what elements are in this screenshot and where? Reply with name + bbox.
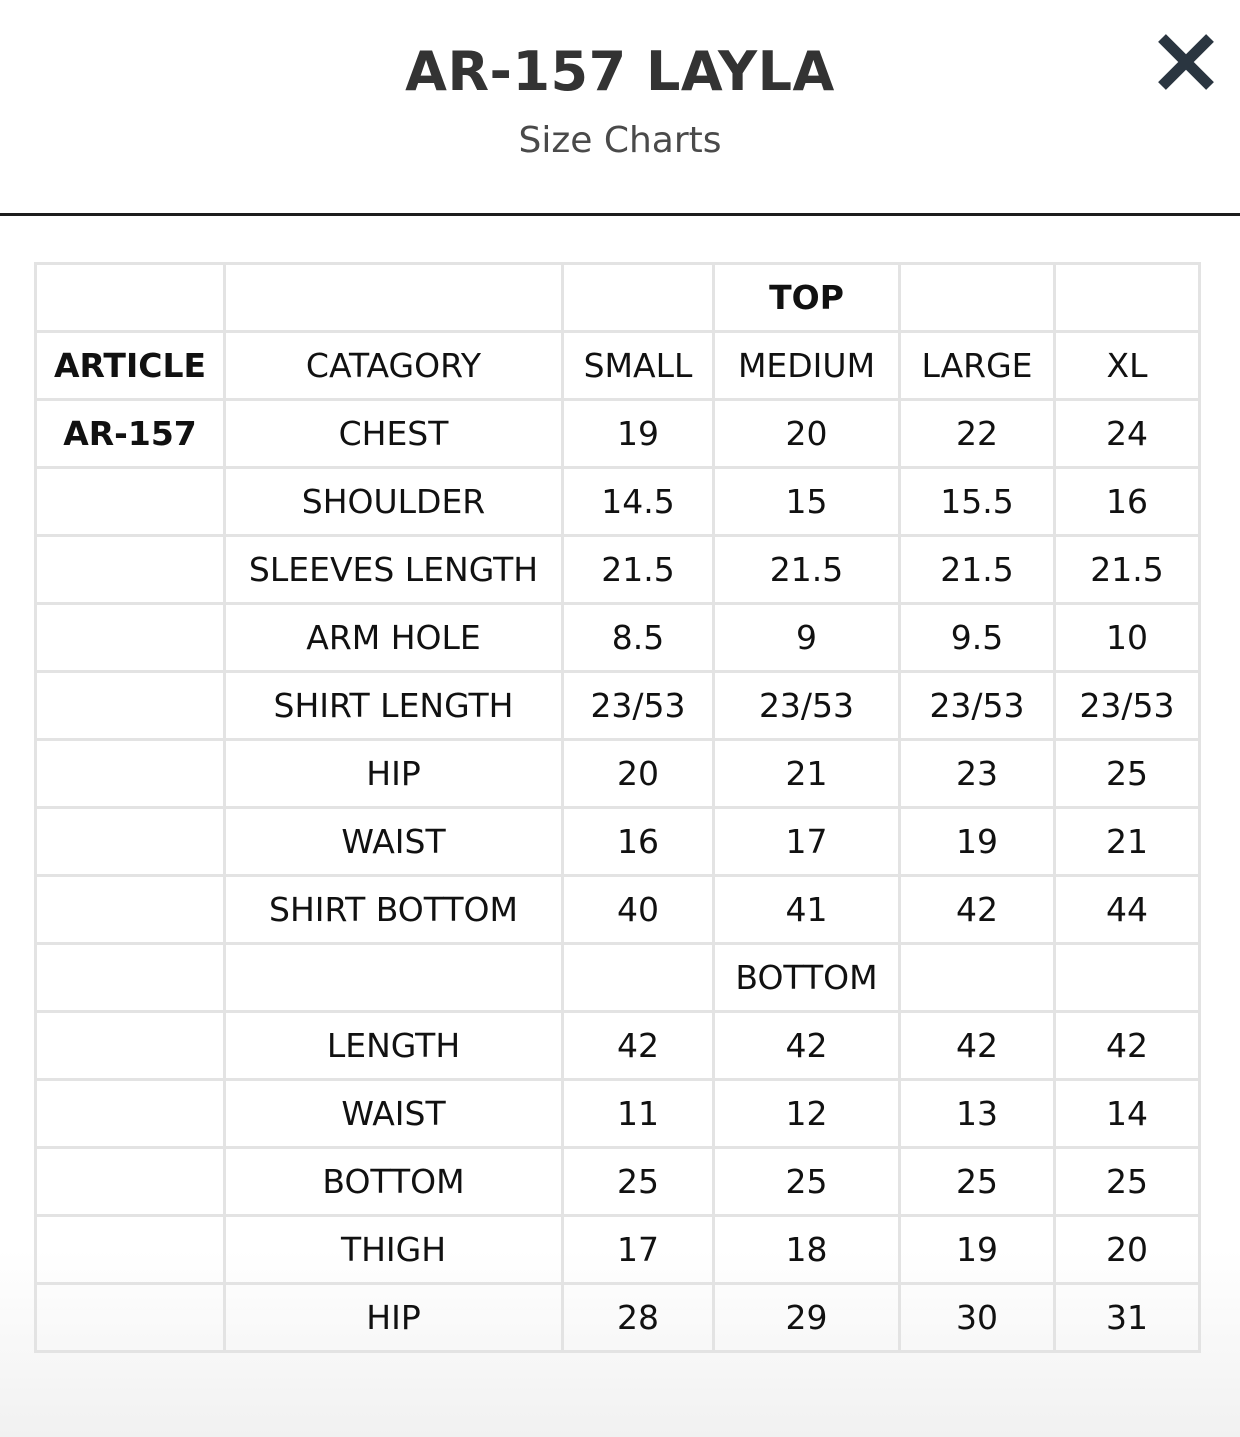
article-cell: AR-157: [36, 400, 225, 468]
xl-cell: 44: [1055, 876, 1200, 944]
medium-cell: 41: [714, 876, 900, 944]
table-row: [36, 672, 1200, 740]
category-cell: SHOULDER: [225, 468, 563, 536]
page-title: AR-157 LAYLA: [405, 40, 835, 103]
close-icon: [1150, 26, 1222, 98]
table-row: [36, 1216, 1200, 1284]
article-cell: [36, 604, 225, 672]
medium-cell: MEDIUM: [714, 332, 900, 400]
xl-cell: 21.5: [1055, 536, 1200, 604]
page-subtitle: Size Charts: [518, 120, 722, 161]
small-cell: 23/53: [563, 672, 714, 740]
small-cell: 19: [563, 400, 714, 468]
small-cell: 14.5: [563, 468, 714, 536]
xl-cell: 23/53: [1055, 672, 1200, 740]
category-cell: SLEEVES LENGTH: [225, 536, 563, 604]
article-cell: [36, 944, 225, 1012]
article-cell: [36, 740, 225, 808]
xl-cell: 14: [1055, 1080, 1200, 1148]
category-cell: ARM HOLE: [225, 604, 563, 672]
large-cell: 25: [900, 1148, 1055, 1216]
xl-cell: 25: [1055, 1148, 1200, 1216]
column-header-row: [36, 332, 1200, 400]
section-top-row: [36, 264, 1200, 332]
category-cell: THIGH: [225, 1216, 563, 1284]
article-cell: [36, 876, 225, 944]
large-cell: 22: [900, 400, 1055, 468]
small-cell: SMALL: [563, 332, 714, 400]
article-cell: [36, 1216, 225, 1284]
close-button[interactable]: [1150, 26, 1222, 98]
large-cell: 30: [900, 1284, 1055, 1352]
table-row: [36, 468, 1200, 536]
medium-cell: TOP: [714, 264, 900, 332]
small-cell: 8.5: [563, 604, 714, 672]
table-row: [36, 808, 1200, 876]
article-cell: [36, 1284, 225, 1352]
medium-cell: BOTTOM: [714, 944, 900, 1012]
large-cell: 19: [900, 808, 1055, 876]
medium-cell: 42: [714, 1012, 900, 1080]
article-cell: [36, 672, 225, 740]
large-cell: 19: [900, 1216, 1055, 1284]
category-cell: [225, 264, 563, 332]
xl-cell: 24: [1055, 400, 1200, 468]
large-cell: 23: [900, 740, 1055, 808]
small-cell: 42: [563, 1012, 714, 1080]
large-cell: 9.5: [900, 604, 1055, 672]
category-cell: HIP: [225, 740, 563, 808]
large-cell: 21.5: [900, 536, 1055, 604]
medium-cell: 17: [714, 808, 900, 876]
category-cell: WAIST: [225, 1080, 563, 1148]
xl-cell: 16: [1055, 468, 1200, 536]
small-cell: 17: [563, 1216, 714, 1284]
small-cell: 11: [563, 1080, 714, 1148]
large-cell: 15.5: [900, 468, 1055, 536]
article-cell: [36, 1080, 225, 1148]
small-cell: 40: [563, 876, 714, 944]
article-cell: [36, 536, 225, 604]
category-cell: BOTTOM: [225, 1148, 563, 1216]
table-row: [36, 1284, 1200, 1352]
article-cell: [36, 1012, 225, 1080]
xl-cell: 21: [1055, 808, 1200, 876]
large-cell: [900, 944, 1055, 1012]
small-cell: 20: [563, 740, 714, 808]
table-row: [36, 1012, 1200, 1080]
medium-cell: 25: [714, 1148, 900, 1216]
xl-cell: 42: [1055, 1012, 1200, 1080]
category-cell: CATAGORY: [225, 332, 563, 400]
article-cell: [36, 264, 225, 332]
small-cell: 16: [563, 808, 714, 876]
xl-cell: XL: [1055, 332, 1200, 400]
medium-cell: 21.5: [714, 536, 900, 604]
table-row: [36, 604, 1200, 672]
small-cell: [563, 264, 714, 332]
large-cell: 13: [900, 1080, 1055, 1148]
medium-cell: 18: [714, 1216, 900, 1284]
section-bottom-row: [36, 944, 1200, 1012]
modal-header: [0, 0, 1240, 216]
category-cell: LENGTH: [225, 1012, 563, 1080]
large-cell: LARGE: [900, 332, 1055, 400]
xl-cell: [1055, 944, 1200, 1012]
xl-cell: 10: [1055, 604, 1200, 672]
article-cell: ARTICLE: [36, 332, 225, 400]
article-cell: [36, 1148, 225, 1216]
medium-cell: 9: [714, 604, 900, 672]
xl-cell: [1055, 264, 1200, 332]
table-row: [36, 1148, 1200, 1216]
large-cell: 42: [900, 1012, 1055, 1080]
medium-cell: 20: [714, 400, 900, 468]
table-row: [36, 740, 1200, 808]
medium-cell: 15: [714, 468, 900, 536]
table-row: [36, 1080, 1200, 1148]
table-row: [36, 536, 1200, 604]
category-cell: CHEST: [225, 400, 563, 468]
large-cell: [900, 264, 1055, 332]
category-cell: WAIST: [225, 808, 563, 876]
category-cell: HIP: [225, 1284, 563, 1352]
small-cell: [563, 944, 714, 1012]
small-cell: 25: [563, 1148, 714, 1216]
category-cell: SHIRT BOTTOM: [225, 876, 563, 944]
size-chart-body: [36, 264, 1200, 1352]
xl-cell: 20: [1055, 1216, 1200, 1284]
table-row: [36, 876, 1200, 944]
article-cell: [36, 468, 225, 536]
xl-cell: 31: [1055, 1284, 1200, 1352]
medium-cell: 29: [714, 1284, 900, 1352]
small-cell: 21.5: [563, 536, 714, 604]
xl-cell: 25: [1055, 740, 1200, 808]
large-cell: 23/53: [900, 672, 1055, 740]
medium-cell: 21: [714, 740, 900, 808]
category-cell: [225, 944, 563, 1012]
size-chart-table: [34, 262, 1201, 1353]
large-cell: 42: [900, 876, 1055, 944]
medium-cell: 23/53: [714, 672, 900, 740]
article-cell: [36, 808, 225, 876]
small-cell: 28: [563, 1284, 714, 1352]
medium-cell: 12: [714, 1080, 900, 1148]
category-cell: SHIRT LENGTH: [225, 672, 563, 740]
table-row: [36, 400, 1200, 468]
